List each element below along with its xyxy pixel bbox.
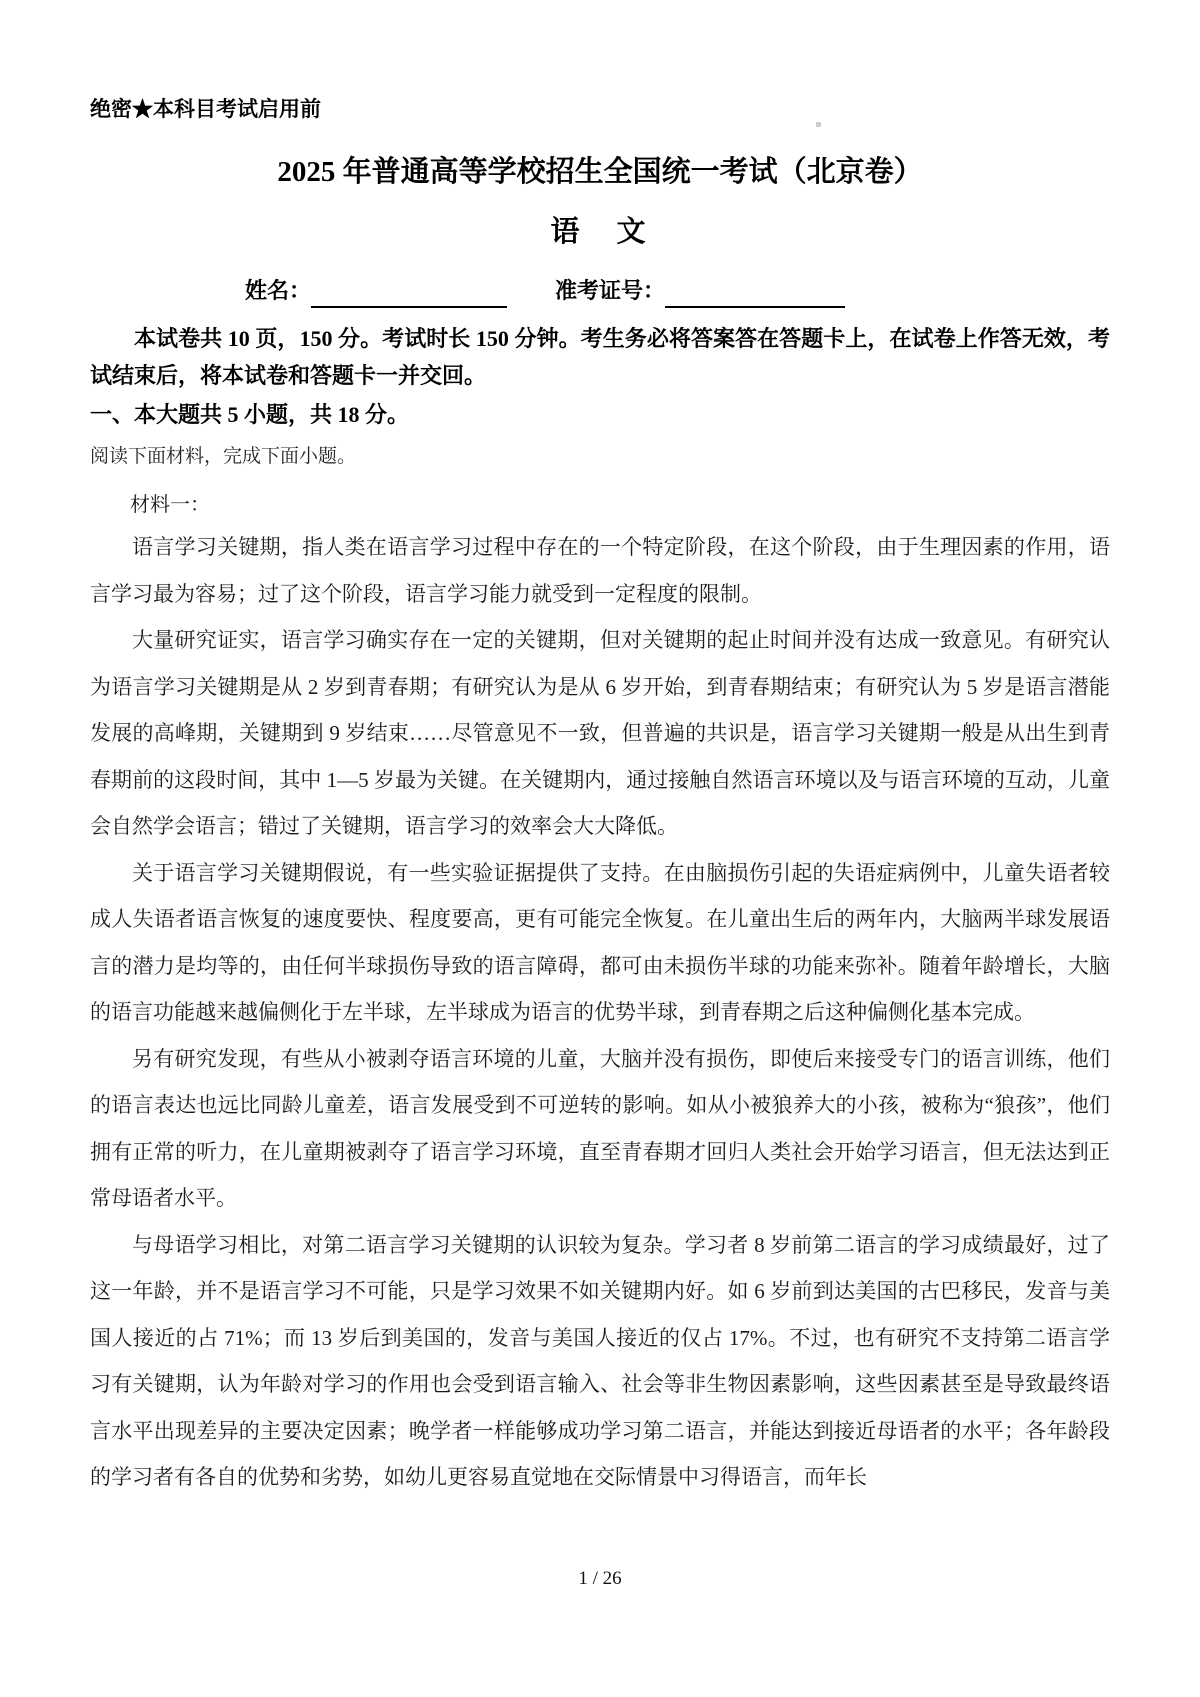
- material-paragraph: 另有研究发现，有些从小被剥夺语言环境的儿童，大脑并没有损伤，即使后来接受专门的语言训练，他们的语言表达也远比同龄儿童差，语言发展受到不可逆转的影响。如从小被狼养大的小孩，被称为“狼孩”，他们拥有正常的听力，在儿童期被剥夺了语言学习环境，直至青春期才回归人类社会开始学习语言，但无法达到正常母语者水平。: [90, 1046, 1110, 1210]
- material-paragraph: 大量研究证实，语言学习确实存在一定的关键期，但对关键期的起止时间并没有达成一致意见。有研究认为语言学习关键期是从 2 岁到青春期；有研究认为是从 6 岁开始，到青春期结束；有研究认为 5 岁是语言潜能发展的高峰期，关键期到 9 岁结束……尽管意见不一致，但普遍的共识是，语言学习关键期一般是从出生到青春期前的这段时间，其中 1—5 岁最为关键。在关键期内，通过接触自然语言环境以及与语言环境的互动，儿童会自然学会语言；错过了关键期，语言学习的效率会大大降低。: [90, 628, 1110, 838]
- exam-title: 2025 年普通高等学校招生全国统一考试（北京卷）: [277, 156, 923, 188]
- page-number: 1 / 26: [578, 1568, 622, 1589]
- subject-title: 语 文: [550, 216, 650, 248]
- name-label: 姓名：: [245, 278, 312, 303]
- classification-banner: 绝密★本科目考试启用前: [90, 97, 321, 121]
- material-one-body: [90, 524, 1110, 1501]
- name-blank-line: [311, 278, 507, 308]
- scan-artifact-dot: [816, 122, 821, 127]
- material-paragraph: 关于语言学习关键期假说，有一些实验证据提供了支持。在由脑损伤引起的失语症病例中，儿童失语者较成人失语者语言恢复的速度要快、程度要高，更有可能完全恢复。在儿童出生后的两年内，大脑两半球发展语言的潜力是均等的，由任何半球损伤导致的语言障碍，都可由未损伤半球的功能来弥补。随着年龄增长，大脑的语言功能越来越偏侧化于左半球，左半球成为语言的优势半球，到青春期之后这种偏侧化基本完成。: [90, 860, 1110, 1024]
- candidate-info-row: [245, 274, 1110, 308]
- reading-prompt: 阅读下面材料，完成下面小题。: [90, 446, 357, 467]
- exam-id-label: 准考证号：: [555, 278, 666, 303]
- exam-instructions: 本试卷共 10 页，150 分。考试时长 150 分钟。考生务必将答案答在答题卡上，在试卷上作答无效，考试结束后，将本试卷和答题卡一并交回。: [90, 326, 1110, 388]
- material-paragraph: 与母语学习相比，对第二语言学习关键期的认识较为复杂。学习者 8 岁前第二语言的学习成绩最好，过了这一年龄，并不是语言学习不可能，只是学习效果不如关键期内好。如 6 岁前到达美国的古巴移民，发音与美国人接近的占 71%；而 13 岁后到美国的，发音与美国人接近的仅占 17%。不过，也有研究不支持第二语言学习有关键期，认为年龄对学习的作用也会受到语言输入、社会等非生物因素影响，这些因素甚至是导致最终语言水平出现差异的主要决定因素；晚学者一样能够成功学习第二语言，并能达到接近母语者的水平；各年龄段的学习者有各自的优势和劣势，如幼儿更容易直觉地在交际情景中习得语言，而年长: [90, 1232, 1110, 1489]
- material-one-label: 材料一：: [130, 494, 210, 516]
- section-one-heading: 一、本大题共 5 小题，共 18 分。: [90, 402, 410, 427]
- exam-id-blank-line: [665, 278, 845, 308]
- material-paragraph: 语言学习关键期，指人类在语言学习过程中存在的一个特定阶段，在这个阶段，由于生理因素的作用，语言学习最为容易；过了这个阶段，语言学习能力就受到一定程度的限制。: [90, 535, 1110, 606]
